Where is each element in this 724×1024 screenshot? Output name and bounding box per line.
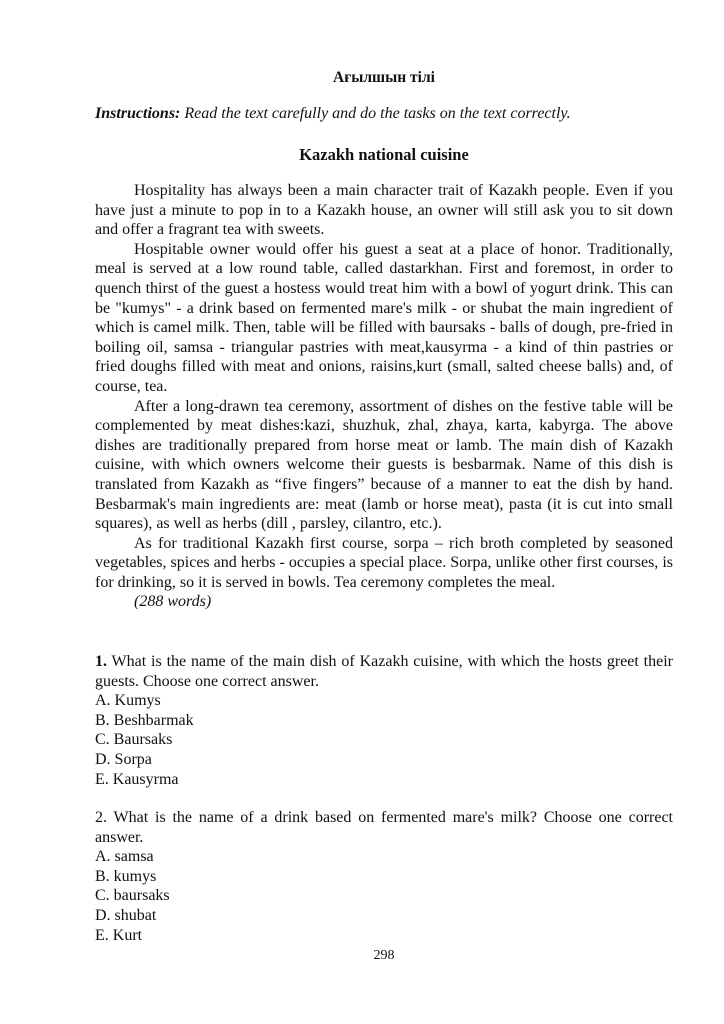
answer-option-a[interactable]: A. samsa xyxy=(95,848,154,866)
answer-option-d[interactable]: D. Sorpa xyxy=(95,750,152,768)
subject-heading: Ағылшын тілі xyxy=(333,69,435,86)
answer-option-b[interactable]: B. kumys xyxy=(95,867,157,885)
answer-option-e[interactable]: E. Kausyrma xyxy=(95,770,179,788)
article-paragraph: As for traditional Kazakh first course, sorpa – rich broth completed by seasoned vegetables, spices and herbs - occupies a special place. Sorpa, unlike other first courses, is for drinking, so it is served in bowls. Tea ceremony completes the meal. xyxy=(95,534,673,591)
question-2 xyxy=(95,808,673,945)
word-count: (288 words) xyxy=(134,593,212,611)
answer-option-a[interactable]: A. Kumys xyxy=(95,692,161,710)
question-prompt xyxy=(95,808,673,847)
answer-option-d[interactable]: D. shubat xyxy=(95,906,157,924)
page-number: 298 xyxy=(373,948,395,963)
question-number: 2. xyxy=(95,809,107,826)
article-paragraph: Hospitality has always been a main character trait of Kazakh people. Even if you have just a minute to pop in to a Kazakh house, an owner will still ask you to sit down and offer a fragrant tea with sweets. xyxy=(95,182,673,239)
answer-option-e[interactable]: E. Kurt xyxy=(95,926,143,944)
question-number: 1. xyxy=(95,653,107,670)
question-1 xyxy=(95,652,673,789)
answer-option-c[interactable]: C. Baursaks xyxy=(95,731,173,749)
question-text: What is the name of the main dish of Kazakh cuisine, with which the hosts greet their guests. Choose one correct answer. xyxy=(95,653,673,690)
question-prompt xyxy=(95,652,673,691)
article-title: Kazakh national cuisine xyxy=(299,145,469,164)
article-paragraph: Hospitable owner would offer his guest a seat at a place of honor. Traditionally, meal is served at a low round table, called dastarkhan. First and foremost, in order to quench thirst of the guest a hostess would treat him with a bowl of yogurt drink. This can be "kumys" - a drink based on fermented mare's milk - or shubat the main ingredient of which is camel milk. Then, table will be filled with baursaks - balls of dough, pre-fried in boiling oil, samsa - triangular pastries with meat,kausyrma - a kind of thin pastries or fried doughs filled with meat and onions, raisins,kurt (small, salted cheese balls) and, of course, tea. xyxy=(95,240,673,395)
answer-options xyxy=(95,847,673,945)
article-paragraph: After a long-drawn tea ceremony, assortment of dishes on the festive table will be complemented by meat dishes:kazi, shuzhuk, zhal, zhaya, karta, kabyrga. The above dishes are traditionally prepared from horse meat or lamb. The main dish of Kazakh cuisine, with which owners welcome their guests is besbarmak. Name of this dish is translated from Kazakh as “five fingers” because of a manner to eat the dish by hand. Besbarmak's main ingredients are: meat (lamb or horse meat), pasta (it is cut into small squares), as well as herbs (dill , parsley, cilantro, etc.). xyxy=(95,397,673,533)
instructions-text: Read the text carefully and do the tasks on the text correctly. xyxy=(180,105,571,122)
question-text: What is the name of a drink based on fermented mare's milk? Choose one correct answer. xyxy=(95,809,673,846)
instructions-label: Instructions: xyxy=(95,105,181,122)
answer-option-c[interactable]: C. baursaks xyxy=(95,887,170,905)
article-body xyxy=(95,181,673,612)
answer-options xyxy=(95,691,673,789)
answer-option-b[interactable]: B. Beshbarmak xyxy=(95,711,194,729)
instructions xyxy=(95,104,673,124)
